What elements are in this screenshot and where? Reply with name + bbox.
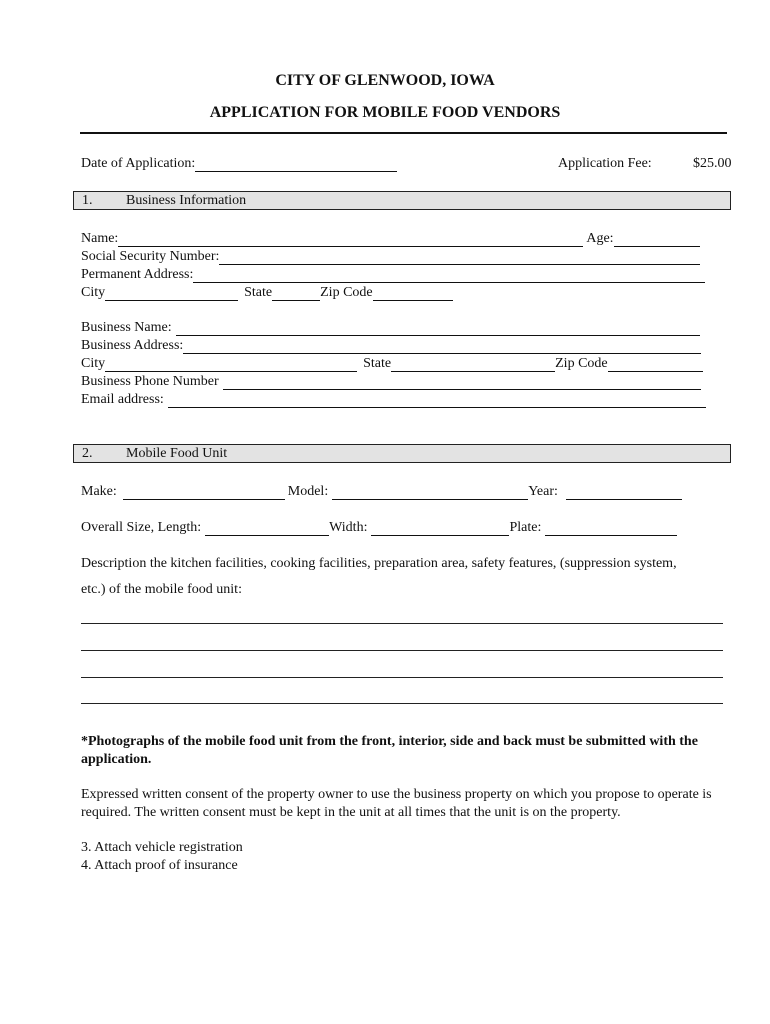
description-line-2[interactable] xyxy=(81,650,723,651)
description-line-3[interactable] xyxy=(81,677,723,678)
date-of-application-row xyxy=(81,154,397,172)
property-consent-notice: Expressed written consent of the property owner to use the business property on which you propose to operate is required. The written consent must be kept in the unit at all times that the unit is on the property. xyxy=(81,787,712,820)
year-label: Year: xyxy=(528,484,558,499)
business-name-row xyxy=(81,318,700,336)
business-state-field[interactable] xyxy=(391,357,555,372)
email-field[interactable] xyxy=(168,393,706,408)
city-field[interactable] xyxy=(105,286,238,301)
business-state-label: State xyxy=(363,356,392,371)
plate-label: Plate: xyxy=(509,520,542,535)
business-city-field[interactable] xyxy=(105,357,357,372)
business-address-label: Business Address: xyxy=(81,338,184,353)
section-number: 2. xyxy=(82,446,93,461)
city-heading: CITY OF GLENWOOD, IOWA xyxy=(275,72,495,89)
attach-proof-of-insurance: 4. Attach proof of insurance xyxy=(81,858,238,873)
permanent-address-label: Permanent Address: xyxy=(81,267,194,282)
email-row xyxy=(81,390,706,408)
width-label: Width: xyxy=(329,520,368,535)
model-label: Model: xyxy=(287,484,329,499)
date-of-application-label: Date of Application: xyxy=(81,156,196,171)
business-city-label: City xyxy=(81,356,106,371)
business-zip-field[interactable] xyxy=(608,357,703,372)
make-field[interactable] xyxy=(123,485,285,500)
width-field[interactable] xyxy=(371,521,509,536)
make-label: Make: xyxy=(81,484,117,499)
size-width-plate-row xyxy=(81,518,677,536)
photographs-notice: *Photographs of the mobile food unit from the front, interior, side and back must be submitted with the application. xyxy=(81,734,698,767)
ssn-row xyxy=(81,247,700,265)
business-phone-field[interactable] xyxy=(223,375,701,390)
form-title: APPLICATION FOR MOBILE FOOD VENDORS xyxy=(209,104,561,121)
business-address-row xyxy=(81,336,701,354)
description-prompt-line2: etc.) of the mobile food unit: xyxy=(81,582,242,597)
business-name-field[interactable] xyxy=(176,321,700,336)
application-fee-value: $25.00 xyxy=(693,156,732,171)
header-rule xyxy=(80,132,727,134)
application-fee-label: Application Fee: xyxy=(558,156,652,171)
age-label: Age: xyxy=(586,231,614,246)
business-phone-label: Business Phone Number xyxy=(81,374,219,389)
age-field[interactable] xyxy=(614,232,700,247)
plate-field[interactable] xyxy=(545,521,677,536)
business-phone-row xyxy=(81,372,701,390)
model-field[interactable] xyxy=(332,485,528,500)
description-prompt-line1: Description the kitchen facilities, cooking facilities, preparation area, safety features, (suppression system, xyxy=(81,556,677,571)
business-city-state-zip-row xyxy=(81,354,703,372)
state-field[interactable] xyxy=(272,286,320,301)
ssn-field[interactable] xyxy=(219,250,700,265)
make-model-year-row xyxy=(81,482,682,500)
zip-label: Zip Code xyxy=(320,285,373,300)
city-state-zip-row xyxy=(81,283,453,301)
attach-vehicle-registration: 3. Attach vehicle registration xyxy=(81,840,243,855)
state-label: State xyxy=(244,285,273,300)
city-label: City xyxy=(81,285,106,300)
section-number: 1. xyxy=(82,193,93,208)
length-field[interactable] xyxy=(205,521,329,536)
email-label: Email address: xyxy=(81,392,164,407)
year-field[interactable] xyxy=(566,485,682,500)
section-business-information-header xyxy=(73,191,731,210)
description-line-1[interactable] xyxy=(81,623,723,624)
overall-size-label: Overall Size, Length: xyxy=(81,520,202,535)
name-field[interactable] xyxy=(118,232,583,247)
business-address-field[interactable] xyxy=(183,339,701,354)
section-mobile-food-unit-header xyxy=(73,444,731,463)
name-label: Name: xyxy=(81,231,119,246)
zip-field[interactable] xyxy=(373,286,453,301)
description-line-4[interactable] xyxy=(81,703,723,704)
section-title: Business Information xyxy=(126,193,247,208)
business-name-label: Business Name: xyxy=(81,320,172,335)
permanent-address-field[interactable] xyxy=(193,268,705,283)
date-of-application-field[interactable] xyxy=(195,157,397,172)
name-row xyxy=(81,229,700,247)
section-title: Mobile Food Unit xyxy=(126,446,228,461)
business-zip-label: Zip Code xyxy=(555,356,608,371)
ssn-label: Social Security Number: xyxy=(81,249,220,264)
permanent-address-row xyxy=(81,265,705,283)
